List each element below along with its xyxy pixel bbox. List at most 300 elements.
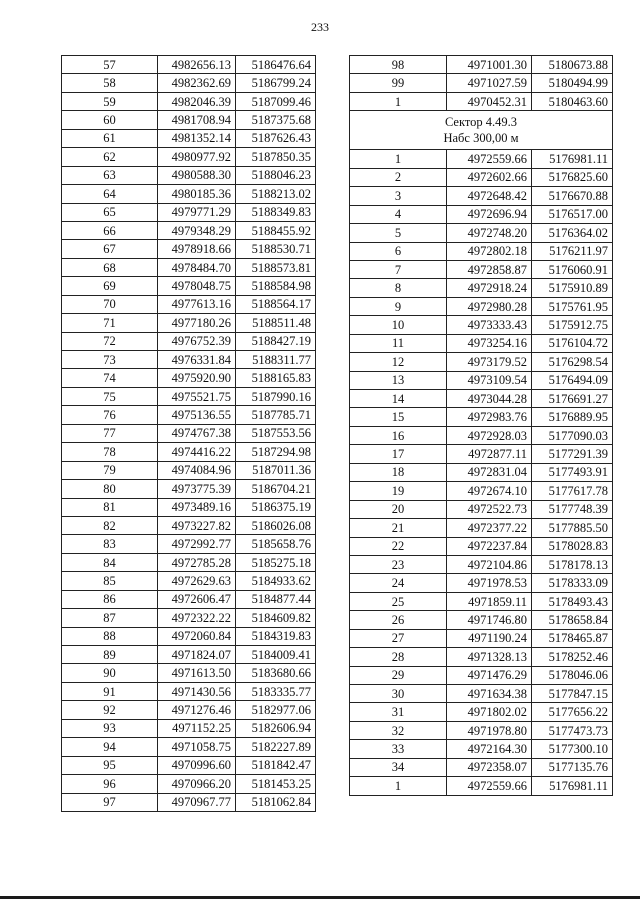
x-coordinate: 4972237.84 xyxy=(447,537,532,555)
point-number: 85 xyxy=(62,572,158,590)
point-number: 64 xyxy=(62,185,158,203)
x-coordinate: 4980185.36 xyxy=(158,185,236,203)
table-row xyxy=(62,406,316,424)
y-coordinate: 5180463.60 xyxy=(532,92,613,110)
point-number: 22 xyxy=(350,537,447,555)
x-coordinate: 4971190.24 xyxy=(447,629,532,647)
point-number: 98 xyxy=(350,56,447,74)
y-coordinate: 5178658.84 xyxy=(532,611,613,629)
x-coordinate: 4971430.56 xyxy=(158,682,236,700)
table-row xyxy=(62,92,316,110)
x-coordinate: 4972785.28 xyxy=(158,553,236,571)
y-coordinate: 5184609.82 xyxy=(236,609,316,627)
point-number: 18 xyxy=(350,463,447,481)
x-coordinate: 4973775.39 xyxy=(158,480,236,498)
table-row xyxy=(62,221,316,239)
point-number: 65 xyxy=(62,203,158,221)
table-row xyxy=(350,629,613,647)
coordinates-table-left xyxy=(61,55,316,812)
x-coordinate: 4978484.70 xyxy=(158,258,236,276)
x-coordinate: 4979348.29 xyxy=(158,221,236,239)
point-number: 1 xyxy=(350,150,447,168)
table-row xyxy=(62,498,316,516)
x-coordinate: 4975136.55 xyxy=(158,406,236,424)
table-row xyxy=(62,664,316,682)
y-coordinate: 5188213.02 xyxy=(236,185,316,203)
table-row xyxy=(350,187,613,205)
point-number: 20 xyxy=(350,500,447,518)
table-row xyxy=(62,332,316,350)
point-number: 1 xyxy=(350,777,447,795)
point-number: 6 xyxy=(350,242,447,260)
x-coordinate: 4971001.30 xyxy=(447,56,532,74)
table-row xyxy=(62,627,316,645)
coordinates-table-right xyxy=(349,55,613,796)
x-coordinate: 4982656.13 xyxy=(158,56,236,74)
table-row xyxy=(350,426,613,444)
point-number: 28 xyxy=(350,648,447,666)
y-coordinate: 5186026.08 xyxy=(236,516,316,534)
y-coordinate: 5188564.17 xyxy=(236,295,316,313)
point-number: 81 xyxy=(62,498,158,516)
table-row xyxy=(62,277,316,295)
x-coordinate: 4973109.54 xyxy=(447,371,532,389)
y-coordinate: 5188427.19 xyxy=(236,332,316,350)
y-coordinate: 5187626.43 xyxy=(236,129,316,147)
table-row xyxy=(62,148,316,166)
table-row xyxy=(350,150,613,168)
x-coordinate: 4972629.63 xyxy=(158,572,236,590)
y-coordinate: 5176060.91 xyxy=(532,260,613,278)
y-coordinate: 5186799.24 xyxy=(236,74,316,92)
table-row xyxy=(350,316,613,334)
x-coordinate: 4971058.75 xyxy=(158,738,236,756)
point-number: 63 xyxy=(62,166,158,184)
y-coordinate: 5177617.78 xyxy=(532,482,613,500)
table-row xyxy=(62,590,316,608)
x-coordinate: 4972918.24 xyxy=(447,279,532,297)
table-row xyxy=(350,685,613,703)
x-coordinate: 4972522.73 xyxy=(447,500,532,518)
table-row xyxy=(350,92,613,110)
point-number: 68 xyxy=(62,258,158,276)
table-row xyxy=(350,279,613,297)
x-coordinate: 4971276.46 xyxy=(158,701,236,719)
y-coordinate: 5177473.73 xyxy=(532,721,613,739)
y-coordinate: 5177493.91 xyxy=(532,463,613,481)
table-row xyxy=(62,258,316,276)
y-coordinate: 5177090.03 xyxy=(532,426,613,444)
x-coordinate: 4978918.66 xyxy=(158,240,236,258)
x-coordinate: 4972606.47 xyxy=(158,590,236,608)
point-number: 92 xyxy=(62,701,158,719)
point-number: 31 xyxy=(350,703,447,721)
section-subtitle: Набс 300,00 м xyxy=(443,131,519,146)
table-row xyxy=(62,387,316,405)
point-number: 89 xyxy=(62,646,158,664)
x-coordinate: 4972559.66 xyxy=(447,777,532,795)
x-coordinate: 4971746.80 xyxy=(447,611,532,629)
y-coordinate: 5178028.83 xyxy=(532,537,613,555)
x-coordinate: 4971634.38 xyxy=(447,685,532,703)
y-coordinate: 5175910.89 xyxy=(532,279,613,297)
x-coordinate: 4971476.29 xyxy=(447,666,532,684)
x-coordinate: 4972358.07 xyxy=(447,758,532,776)
table-row xyxy=(350,758,613,776)
point-number: 17 xyxy=(350,445,447,463)
table-row xyxy=(62,553,316,571)
x-coordinate: 4972802.18 xyxy=(447,242,532,260)
point-number: 80 xyxy=(62,480,158,498)
y-coordinate: 5184877.44 xyxy=(236,590,316,608)
table-row xyxy=(62,111,316,129)
point-number: 13 xyxy=(350,371,447,389)
y-coordinate: 5176517.00 xyxy=(532,205,613,223)
y-coordinate: 5180673.88 xyxy=(532,56,613,74)
point-number: 83 xyxy=(62,535,158,553)
point-number: 4 xyxy=(350,205,447,223)
y-coordinate: 5186476.64 xyxy=(236,56,316,74)
point-number: 94 xyxy=(62,738,158,756)
table-row xyxy=(62,351,316,369)
x-coordinate: 4972696.94 xyxy=(447,205,532,223)
point-number: 97 xyxy=(62,793,158,811)
table-row xyxy=(350,74,613,92)
point-number: 76 xyxy=(62,406,158,424)
y-coordinate: 5188046.23 xyxy=(236,166,316,184)
y-coordinate: 5188584.98 xyxy=(236,277,316,295)
y-coordinate: 5178493.43 xyxy=(532,592,613,610)
y-coordinate: 5177885.50 xyxy=(532,519,613,537)
table-row xyxy=(62,129,316,147)
y-coordinate: 5187375.68 xyxy=(236,111,316,129)
point-number: 60 xyxy=(62,111,158,129)
table-row xyxy=(62,793,316,811)
point-number: 16 xyxy=(350,426,447,444)
x-coordinate: 4982046.39 xyxy=(158,92,236,110)
point-number: 58 xyxy=(62,74,158,92)
x-coordinate: 4971978.80 xyxy=(447,721,532,739)
point-number: 33 xyxy=(350,740,447,758)
y-coordinate: 5176889.95 xyxy=(532,408,613,426)
table-row xyxy=(350,353,613,371)
point-number: 29 xyxy=(350,666,447,684)
point-number: 9 xyxy=(350,297,447,315)
x-coordinate: 4971859.11 xyxy=(447,592,532,610)
table-row xyxy=(62,240,316,258)
point-number: 27 xyxy=(350,629,447,647)
point-number: 2 xyxy=(350,168,447,186)
point-number: 34 xyxy=(350,758,447,776)
x-coordinate: 4974416.22 xyxy=(158,443,236,461)
table-row xyxy=(350,721,613,739)
y-coordinate: 5176211.97 xyxy=(532,242,613,260)
table-row xyxy=(350,297,613,315)
x-coordinate: 4972983.76 xyxy=(447,408,532,426)
y-coordinate: 5177135.76 xyxy=(532,758,613,776)
x-coordinate: 4972322.22 xyxy=(158,609,236,627)
x-coordinate: 4979771.29 xyxy=(158,203,236,221)
table-row xyxy=(62,203,316,221)
x-coordinate: 4970966.20 xyxy=(158,775,236,793)
y-coordinate: 5176298.54 xyxy=(532,353,613,371)
y-coordinate: 5178252.46 xyxy=(532,648,613,666)
y-coordinate: 5175912.75 xyxy=(532,316,613,334)
table-row xyxy=(350,445,613,463)
y-coordinate: 5187553.56 xyxy=(236,424,316,442)
x-coordinate: 4972104.86 xyxy=(447,555,532,573)
table-row xyxy=(350,592,613,610)
point-number: 70 xyxy=(62,295,158,313)
y-coordinate: 5177300.10 xyxy=(532,740,613,758)
point-number: 88 xyxy=(62,627,158,645)
y-coordinate: 5178178.13 xyxy=(532,555,613,573)
point-number: 19 xyxy=(350,482,447,500)
table-row xyxy=(350,519,613,537)
table-row xyxy=(350,574,613,592)
y-coordinate: 5184319.83 xyxy=(236,627,316,645)
table-row xyxy=(350,224,613,242)
y-coordinate: 5187099.46 xyxy=(236,92,316,110)
table-row xyxy=(350,56,613,74)
y-coordinate: 5183680.66 xyxy=(236,664,316,682)
point-number: 84 xyxy=(62,553,158,571)
table-row xyxy=(350,168,613,186)
table-row xyxy=(350,611,613,629)
point-number: 10 xyxy=(350,316,447,334)
table-row xyxy=(62,738,316,756)
y-coordinate: 5188165.83 xyxy=(236,369,316,387)
x-coordinate: 4972164.30 xyxy=(447,740,532,758)
y-coordinate: 5188511.48 xyxy=(236,314,316,332)
table-row xyxy=(62,682,316,700)
x-coordinate: 4970996.60 xyxy=(158,756,236,774)
point-number: 99 xyxy=(350,74,447,92)
table-row xyxy=(62,756,316,774)
point-number: 25 xyxy=(350,592,447,610)
y-coordinate: 5176494.09 xyxy=(532,371,613,389)
y-coordinate: 5176104.72 xyxy=(532,334,613,352)
y-coordinate: 5187850.35 xyxy=(236,148,316,166)
point-number: 74 xyxy=(62,369,158,387)
point-number: 69 xyxy=(62,277,158,295)
y-coordinate: 5188530.71 xyxy=(236,240,316,258)
y-coordinate: 5177291.39 xyxy=(532,445,613,463)
y-coordinate: 5178046.06 xyxy=(532,666,613,684)
table-row xyxy=(350,482,613,500)
x-coordinate: 4972060.84 xyxy=(158,627,236,645)
point-number: 93 xyxy=(62,719,158,737)
y-coordinate: 5176825.60 xyxy=(532,168,613,186)
x-coordinate: 4982362.69 xyxy=(158,74,236,92)
table-row xyxy=(350,703,613,721)
point-number: 26 xyxy=(350,611,447,629)
table-row xyxy=(62,516,316,534)
table-row xyxy=(350,777,613,795)
point-number: 79 xyxy=(62,461,158,479)
y-coordinate: 5188311.77 xyxy=(236,351,316,369)
y-coordinate: 5181842.47 xyxy=(236,756,316,774)
x-coordinate: 4973044.28 xyxy=(447,390,532,408)
y-coordinate: 5185658.76 xyxy=(236,535,316,553)
y-coordinate: 5187785.71 xyxy=(236,406,316,424)
x-coordinate: 4980588.30 xyxy=(158,166,236,184)
point-number: 91 xyxy=(62,682,158,700)
table-row xyxy=(62,424,316,442)
table-row xyxy=(62,314,316,332)
x-coordinate: 4972992.77 xyxy=(158,535,236,553)
table-row xyxy=(350,463,613,481)
y-coordinate: 5186375.19 xyxy=(236,498,316,516)
y-coordinate: 5177656.22 xyxy=(532,703,613,721)
point-number: 23 xyxy=(350,555,447,573)
table-row xyxy=(350,500,613,518)
x-coordinate: 4971027.59 xyxy=(447,74,532,92)
y-coordinate: 5180494.99 xyxy=(532,74,613,92)
point-number: 7 xyxy=(350,260,447,278)
x-coordinate: 4972831.04 xyxy=(447,463,532,481)
table-row xyxy=(350,242,613,260)
y-coordinate: 5177847.15 xyxy=(532,685,613,703)
point-number: 14 xyxy=(350,390,447,408)
x-coordinate: 4972980.28 xyxy=(447,297,532,315)
x-coordinate: 4972602.66 xyxy=(447,168,532,186)
point-number: 87 xyxy=(62,609,158,627)
y-coordinate: 5187011.36 xyxy=(236,461,316,479)
x-coordinate: 4978048.75 xyxy=(158,277,236,295)
table-row xyxy=(350,666,613,684)
point-number: 57 xyxy=(62,56,158,74)
y-coordinate: 5184009.41 xyxy=(236,646,316,664)
y-coordinate: 5175761.95 xyxy=(532,297,613,315)
table-row xyxy=(62,480,316,498)
point-number: 15 xyxy=(350,408,447,426)
y-coordinate: 5183335.77 xyxy=(236,682,316,700)
x-coordinate: 4971152.25 xyxy=(158,719,236,737)
x-coordinate: 4981708.94 xyxy=(158,111,236,129)
x-coordinate: 4972858.87 xyxy=(447,260,532,278)
y-coordinate: 5184933.62 xyxy=(236,572,316,590)
point-number: 78 xyxy=(62,443,158,461)
x-coordinate: 4972877.11 xyxy=(447,445,532,463)
point-number: 90 xyxy=(62,664,158,682)
table-row xyxy=(62,369,316,387)
point-number: 21 xyxy=(350,519,447,537)
point-number: 8 xyxy=(350,279,447,297)
point-number: 3 xyxy=(350,187,447,205)
y-coordinate: 5188455.92 xyxy=(236,221,316,239)
y-coordinate: 5186704.21 xyxy=(236,480,316,498)
point-number: 24 xyxy=(350,574,447,592)
point-number: 66 xyxy=(62,221,158,239)
table-row xyxy=(350,390,613,408)
table-row xyxy=(62,535,316,553)
y-coordinate: 5178465.87 xyxy=(532,629,613,647)
x-coordinate: 4975521.75 xyxy=(158,387,236,405)
table-row xyxy=(350,371,613,389)
section-header xyxy=(350,111,613,150)
y-coordinate: 5176670.88 xyxy=(532,187,613,205)
point-number: 30 xyxy=(350,685,447,703)
table-row xyxy=(350,408,613,426)
y-coordinate: 5182227.89 xyxy=(236,738,316,756)
x-coordinate: 4973489.16 xyxy=(158,498,236,516)
table-row xyxy=(62,443,316,461)
x-coordinate: 4972648.42 xyxy=(447,187,532,205)
table-row xyxy=(62,646,316,664)
section-title: Сектор 4.49.3 xyxy=(444,115,518,130)
point-number: 96 xyxy=(62,775,158,793)
point-number: 11 xyxy=(350,334,447,352)
point-number: 73 xyxy=(62,351,158,369)
table-row xyxy=(62,775,316,793)
x-coordinate: 4972559.66 xyxy=(447,150,532,168)
table-row xyxy=(62,701,316,719)
table-row xyxy=(350,205,613,223)
x-coordinate: 4976752.39 xyxy=(158,332,236,350)
x-coordinate: 4975920.90 xyxy=(158,369,236,387)
x-coordinate: 4973254.16 xyxy=(447,334,532,352)
table-row xyxy=(62,185,316,203)
table-row xyxy=(62,572,316,590)
point-number: 62 xyxy=(62,148,158,166)
x-coordinate: 4972377.22 xyxy=(447,519,532,537)
y-coordinate: 5181062.84 xyxy=(236,793,316,811)
point-number: 77 xyxy=(62,424,158,442)
x-coordinate: 4977613.16 xyxy=(158,295,236,313)
point-number: 1 xyxy=(350,92,447,110)
table-row xyxy=(350,740,613,758)
point-number: 82 xyxy=(62,516,158,534)
y-coordinate: 5178333.09 xyxy=(532,574,613,592)
y-coordinate: 5176364.02 xyxy=(532,224,613,242)
x-coordinate: 4971802.02 xyxy=(447,703,532,721)
x-coordinate: 4973227.82 xyxy=(158,516,236,534)
x-coordinate: 4971824.07 xyxy=(158,646,236,664)
point-number: 5 xyxy=(350,224,447,242)
y-coordinate: 5176981.11 xyxy=(532,777,613,795)
table-row xyxy=(62,719,316,737)
y-coordinate: 5176691.27 xyxy=(532,390,613,408)
x-coordinate: 4970967.77 xyxy=(158,793,236,811)
table-row xyxy=(62,461,316,479)
x-coordinate: 4977180.26 xyxy=(158,314,236,332)
y-coordinate: 5176981.11 xyxy=(532,150,613,168)
point-number: 32 xyxy=(350,721,447,739)
point-number: 75 xyxy=(62,387,158,405)
y-coordinate: 5187294.98 xyxy=(236,443,316,461)
table-row xyxy=(62,56,316,74)
y-coordinate: 5188349.83 xyxy=(236,203,316,221)
x-coordinate: 4974767.38 xyxy=(158,424,236,442)
x-coordinate: 4981352.14 xyxy=(158,129,236,147)
table-row xyxy=(350,334,613,352)
point-number: 59 xyxy=(62,92,158,110)
table-row xyxy=(62,166,316,184)
x-coordinate: 4973333.43 xyxy=(447,316,532,334)
y-coordinate: 5182606.94 xyxy=(236,719,316,737)
table-row xyxy=(350,260,613,278)
point-number: 71 xyxy=(62,314,158,332)
x-coordinate: 4972928.03 xyxy=(447,426,532,444)
point-number: 72 xyxy=(62,332,158,350)
y-coordinate: 5185275.18 xyxy=(236,553,316,571)
table-row xyxy=(350,537,613,555)
point-number: 86 xyxy=(62,590,158,608)
y-coordinate: 5182977.06 xyxy=(236,701,316,719)
x-coordinate: 4972674.10 xyxy=(447,482,532,500)
x-coordinate: 4976331.84 xyxy=(158,351,236,369)
